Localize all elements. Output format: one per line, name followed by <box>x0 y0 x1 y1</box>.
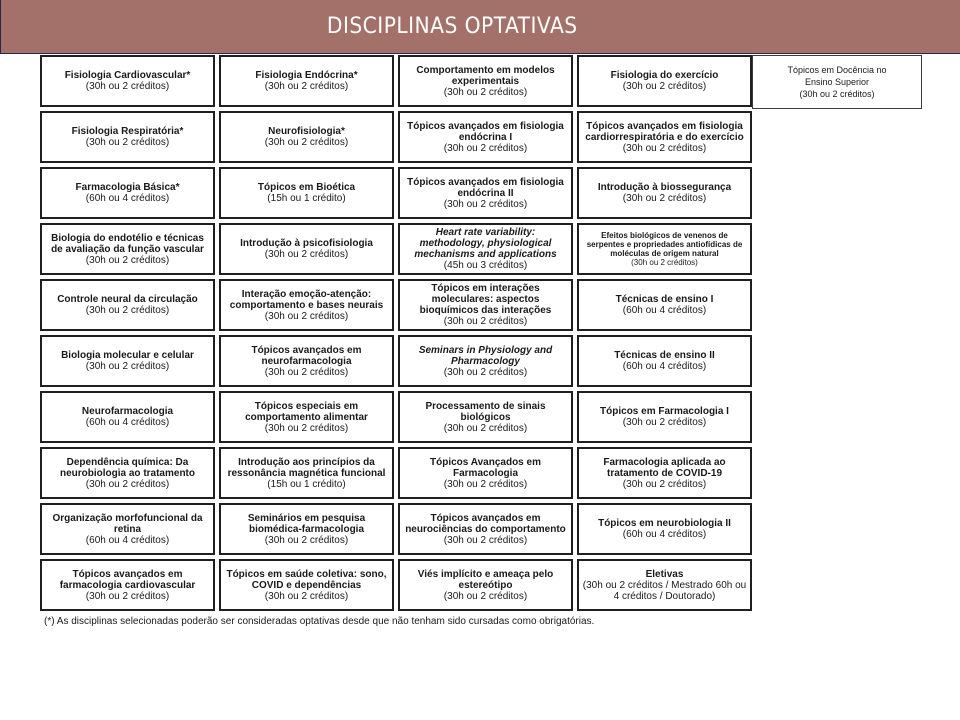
course-title: Tópicos avançados em fisiologia endócrina II <box>407 176 564 199</box>
course-cell <box>219 447 394 499</box>
course-title: Fisiologia Endócrina* <box>255 70 358 81</box>
course-cell <box>40 111 215 163</box>
course-cell <box>577 223 752 275</box>
course-title: Tópicos avançados em neurofarmacologia <box>251 344 362 367</box>
course-credits: (30h ou 2 créditos) <box>622 193 707 204</box>
course-cell <box>40 391 215 443</box>
course-title: Tópicos em Bioética <box>257 182 356 193</box>
course-cell <box>398 55 573 107</box>
course-title: Efeitos biológicos de venenos de serpentes e propriedades antiofídicas de moléculas de origem natural <box>586 231 743 258</box>
course-credits: (30h ou 2 créditos) <box>264 422 349 434</box>
course-cell <box>577 447 752 499</box>
course-title: Biologia molecular e celular <box>61 350 194 361</box>
header-banner <box>0 0 960 54</box>
course-title: Seminários em pesquisa biomédica-farmacologia <box>247 512 366 535</box>
course-cell <box>219 167 394 219</box>
course-title: Tópicos avançados em fisiologia endócrina I <box>407 120 564 143</box>
course-title: Dependência química: Da neurobiologia ao tratamento <box>59 456 195 479</box>
side-course-box <box>752 55 922 109</box>
course-cell <box>398 223 573 275</box>
course-credits: (60h ou 4 créditos) <box>622 529 707 540</box>
course-title: Técnicas de ensino I <box>615 294 714 305</box>
course-credits: (30h ou 2 créditos) <box>622 142 707 154</box>
course-credits: (30h ou 2 créditos) <box>85 590 170 602</box>
course-title: Tópicos avançados em fisiologia cardiorrespiratória e do exercício <box>585 120 744 143</box>
course-credits: (30h ou 2 créditos) <box>443 422 528 434</box>
course-title: Tópicos Avançados em Farmacologia <box>430 456 541 479</box>
course-cell <box>219 391 394 443</box>
course-credits: (30h ou 2 créditos) <box>443 478 528 490</box>
course-cell <box>219 335 394 387</box>
course-cell <box>577 503 752 555</box>
course-cell <box>398 503 573 555</box>
course-title: Introdução à biossegurança <box>597 182 732 193</box>
footnote: (*) As disciplinas selecionadas poderão ser consideradas optativas desde que não tenham sido cursadas como obrigatórias. <box>44 616 595 627</box>
course-cell <box>398 111 573 163</box>
course-title: Interação emoção-atenção: comportamento e bases neurais <box>229 288 384 311</box>
course-title: Tópicos em neurobiologia II <box>598 518 731 529</box>
course-cell <box>219 503 394 555</box>
course-credits: (30h ou 2 créditos) <box>264 590 349 602</box>
course-cell <box>577 167 752 219</box>
course-credits: (30h ou 2 créditos) <box>85 305 170 316</box>
course-title: Seminars in Physiology and Pharmacology <box>418 344 553 367</box>
course-credits: (30h ou 2 créditos) <box>85 81 170 92</box>
course-credits: (60h ou 4 créditos) <box>85 534 170 546</box>
course-credits: (30h ou 2 créditos) <box>443 86 528 98</box>
course-title: Neurofisiologia* <box>268 126 345 137</box>
course-title: Tópicos em Farmacologia I <box>600 406 729 417</box>
course-cell <box>40 279 215 331</box>
course-credits: (30h ou 2 créditos) <box>264 137 349 148</box>
course-title: Tópicos especiais em comportamento alimentar <box>245 400 368 423</box>
course-credits: (30h ou 2 créditos) <box>264 366 349 378</box>
course-credits: (15h ou 1 crédito) <box>267 193 346 204</box>
course-cell <box>40 559 215 611</box>
course-credits: (30h ou 2 créditos) <box>264 249 349 260</box>
side-box-line: (30h ou 2 créditos) <box>799 89 875 99</box>
course-credits: (30h ou 2 créditos) <box>443 142 528 154</box>
course-credits: (30h ou 2 créditos) <box>443 198 528 210</box>
course-credits: (60h ou 4 créditos) <box>85 193 170 204</box>
course-cell <box>577 111 752 163</box>
course-title: Introdução aos princípios da ressonância magnética funcional <box>227 456 386 479</box>
course-title: Controle neural da circulação <box>57 294 198 305</box>
course-title: Organização morfofuncional da retina <box>52 512 203 535</box>
course-title: Viés implícito e ameaça pelo estereótipo <box>417 568 554 591</box>
course-title: Eletivas <box>645 568 684 580</box>
side-box-line: Ensino Superior <box>804 77 870 87</box>
course-title: Farmacologia Básica* <box>75 182 180 193</box>
course-cell <box>40 55 215 107</box>
course-title: Fisiologia Respiratória* <box>71 126 184 137</box>
course-cell <box>40 167 215 219</box>
course-cell <box>219 279 394 331</box>
page-title: DISCIPLINAS OPTATIVAS <box>327 14 578 39</box>
course-cell <box>40 335 215 387</box>
course-cell <box>398 559 573 611</box>
course-credits: (30h ou 2 créditos) <box>85 137 170 148</box>
course-credits: (60h ou 4 créditos) <box>85 417 170 428</box>
course-credits: (30h ou 2 créditos / Mestrado 60h ou 4 créditos / Doutorado) <box>582 579 747 602</box>
course-credits: (30h ou 2 créditos) <box>622 478 707 490</box>
course-credits: (30h ou 2 créditos) <box>264 310 349 322</box>
course-title: Fisiologia Cardiovascular* <box>64 70 191 81</box>
course-title: Comportamento em modelos experimentais <box>416 64 555 87</box>
course-title: Tópicos avançados em neurociências do comportamento <box>405 512 566 535</box>
course-title: Tópicos avançados em farmacologia cardiovascular <box>59 568 196 591</box>
side-box-line: Tópicos em Docência no <box>787 65 887 75</box>
course-title: Neurofarmacologia <box>81 406 174 417</box>
course-credits: (60h ou 4 créditos) <box>622 305 707 316</box>
course-cell <box>219 559 394 611</box>
course-credits: (60h ou 4 créditos) <box>622 361 707 372</box>
course-credits: (30h ou 2 créditos) <box>443 590 528 602</box>
course-title: Heart rate variability: methodology, physiological mechanisms and applications <box>414 227 557 260</box>
course-credits: (30h ou 2 créditos) <box>622 81 707 92</box>
course-cell <box>40 223 215 275</box>
course-title: Biologia do endotélio e técnicas de avaliação da função vascular <box>51 232 204 255</box>
course-cell <box>219 111 394 163</box>
course-cell <box>398 391 573 443</box>
course-title: Tópicos em saúde coletiva: sono, COVID e dependências <box>226 568 387 591</box>
courses-grid <box>40 55 754 611</box>
course-cell <box>40 503 215 555</box>
course-cell <box>577 279 752 331</box>
course-credits: (30h ou 2 créditos) <box>443 534 528 546</box>
course-credits: (45h ou 3 créditos) <box>443 260 528 271</box>
course-credits: (30h ou 2 créditos) <box>85 478 170 490</box>
course-credits: (30h ou 2 créditos) <box>631 258 698 267</box>
course-credits: (30h ou 2 créditos) <box>264 534 349 546</box>
course-cell <box>40 447 215 499</box>
course-cell <box>398 447 573 499</box>
course-credits: (30h ou 2 créditos) <box>622 417 707 428</box>
course-cell <box>398 335 573 387</box>
course-title: Fisiologia do exercício <box>610 70 719 81</box>
course-credits: (30h ou 2 créditos) <box>85 254 170 266</box>
course-credits: (30h ou 2 créditos) <box>443 366 528 378</box>
course-cell <box>398 279 573 331</box>
course-title: Introdução à psicofisiologia <box>240 238 373 249</box>
course-credits: (15h ou 1 crédito) <box>267 478 346 490</box>
course-title: Técnicas de ensino II <box>614 350 715 361</box>
course-cell <box>219 55 394 107</box>
course-cell <box>577 391 752 443</box>
course-cell <box>219 223 394 275</box>
course-credits: (30h ou 2 créditos) <box>85 361 170 372</box>
course-cell <box>577 559 752 611</box>
course-cell <box>577 335 752 387</box>
course-cell <box>398 167 573 219</box>
course-title: Processamento de sinais biológicos <box>425 400 546 423</box>
course-credits: (30h ou 2 créditos) <box>264 81 349 92</box>
course-title: Tópicos em interações moleculares: aspectos bioquímicos das interações <box>419 283 552 316</box>
course-credits: (30h ou 2 créditos) <box>443 316 528 327</box>
course-cell <box>577 55 752 107</box>
course-title: Farmacologia aplicada ao tratamento de COVID-19 <box>603 456 726 479</box>
